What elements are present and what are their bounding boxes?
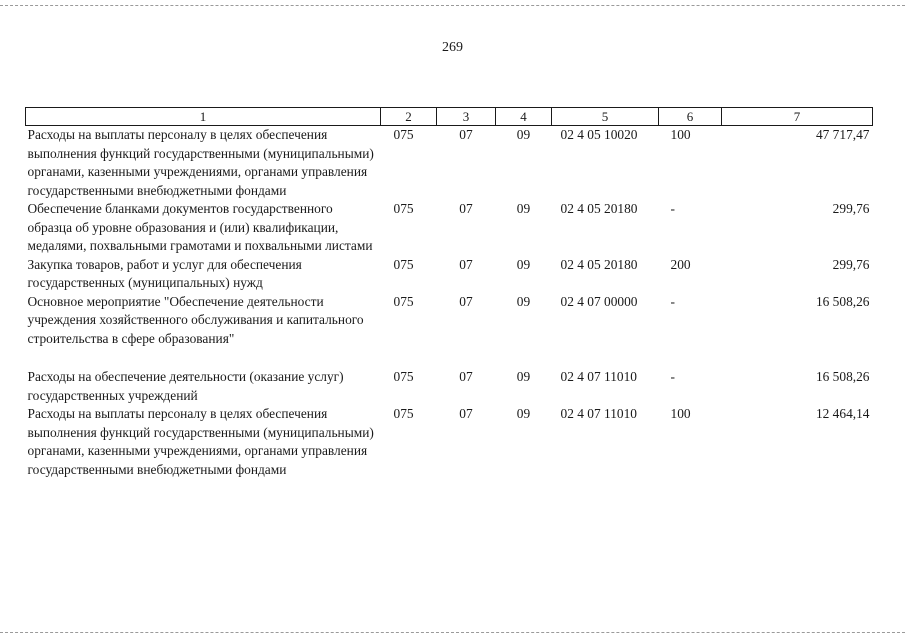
row-section-code: 07 bbox=[459, 127, 473, 142]
row-expense-type: 100 bbox=[670, 127, 691, 142]
row-amount: 16 508,26 bbox=[815, 369, 870, 384]
row-ministry-code: 075 bbox=[393, 406, 414, 421]
row-section-code: 07 bbox=[459, 369, 473, 384]
row-ministry-code: 075 bbox=[393, 127, 414, 142]
row-ministry-code: 075 bbox=[393, 201, 414, 216]
column-header-3: 3 bbox=[437, 108, 496, 126]
table-row bbox=[26, 293, 873, 369]
row-subsection-code: 09 bbox=[516, 293, 531, 309]
row-amount: 12 464,14 bbox=[815, 406, 870, 421]
row-name: Обеспечение бланками документов государственного образца об уровне образования и (или) квалификации, медалями, похвальными грамотами и похвальными листами bbox=[27, 201, 373, 253]
row-target-article: 02 4 05 10020 bbox=[560, 127, 638, 142]
row-amount: 299,76 bbox=[832, 201, 870, 216]
table-row bbox=[26, 405, 873, 479]
table-row bbox=[26, 126, 873, 201]
table-row bbox=[26, 368, 873, 405]
row-expense-type: - bbox=[670, 369, 675, 384]
row-subsection-code: 09 bbox=[516, 406, 531, 421]
row-name: Основное мероприятие "Обеспечение деятельности учреждения хозяйственного обслуживания и капитального строительства в сфере образования" bbox=[27, 293, 364, 346]
row-name: Закупка товаров, работ и услуг для обеспечения государственных (муниципальных) нужд bbox=[27, 256, 302, 290]
row-expense-type: 200 bbox=[670, 256, 691, 272]
column-header-2: 2 bbox=[381, 108, 437, 126]
row-amount: 299,76 bbox=[832, 256, 870, 272]
row-subsection-code: 09 bbox=[516, 201, 531, 216]
column-header-5: 5 bbox=[552, 108, 659, 126]
column-header-6: 6 bbox=[659, 108, 722, 126]
row-amount: 16 508,26 bbox=[815, 293, 870, 309]
row-section-code: 07 bbox=[459, 406, 473, 421]
row-name: Расходы на обеспечение деятельности (оказание услуг) государственных учреждений bbox=[27, 369, 344, 403]
scan-edge-top bbox=[0, 5, 905, 6]
row-target-article: 02 4 07 00000 bbox=[560, 293, 638, 309]
row-amount: 47 717,47 bbox=[815, 127, 870, 142]
scan-edge-bottom bbox=[0, 632, 905, 633]
table-row bbox=[26, 200, 873, 256]
row-expense-type: - bbox=[670, 201, 675, 216]
row-expense-type: - bbox=[670, 293, 675, 309]
row-target-article: 02 4 05 20180 bbox=[560, 201, 638, 216]
row-expense-type: 100 bbox=[670, 406, 691, 421]
row-subsection-code: 09 bbox=[516, 369, 531, 384]
row-ministry-code: 075 bbox=[393, 293, 414, 309]
table-row bbox=[26, 256, 873, 293]
row-subsection-code: 09 bbox=[516, 256, 531, 272]
row-section-code: 07 bbox=[459, 256, 473, 272]
row-target-article: 02 4 05 20180 bbox=[560, 256, 638, 272]
row-name: Расходы на выплаты персоналу в целях обеспечения выполнения функций государственными (муниципальными) органами, казенными учреждениями, органами управления государственными внебюджетными фондами bbox=[27, 127, 374, 198]
row-section-code: 07 bbox=[459, 201, 473, 216]
row-target-article: 02 4 07 11010 bbox=[560, 406, 637, 421]
row-name: Расходы на выплаты персоналу в целях обеспечения выполнения функций государственными (муниципальными) органами, казенными учреждениями, органами управления государственными внебюджетными фондами bbox=[27, 406, 374, 477]
row-ministry-code: 075 bbox=[393, 256, 414, 272]
row-section-code: 07 bbox=[459, 293, 473, 309]
column-header-1: 1 bbox=[26, 108, 381, 126]
column-header-4: 4 bbox=[496, 108, 552, 126]
budget-table bbox=[25, 107, 873, 479]
table-header-row bbox=[26, 108, 873, 126]
page-number: 269 bbox=[442, 40, 463, 55]
row-target-article: 02 4 07 11010 bbox=[560, 369, 637, 384]
column-header-7: 7 bbox=[722, 108, 873, 126]
row-subsection-code: 09 bbox=[516, 127, 531, 142]
row-ministry-code: 075 bbox=[393, 369, 414, 384]
